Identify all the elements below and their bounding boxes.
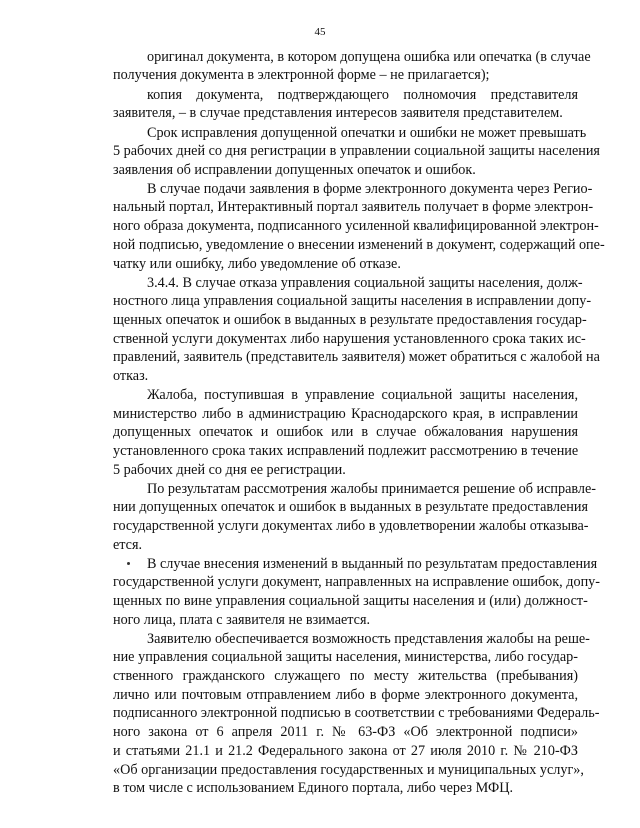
text-line: Заявителю обеспечивается возможность представления жалобы на реше-: [147, 631, 590, 647]
text-line: государственной услуги документ, направленных на исправление ошибок, допу-: [113, 574, 600, 590]
text-line: подписанного электронной подписью в соответствии с требованиями Федераль-: [113, 705, 600, 721]
text-line: допущенных опечаток и ошибок или в случае обжалования нарушения: [113, 424, 578, 440]
text-line: оригинал документа, в котором допущена ошибка или опечатка (в случае: [147, 49, 591, 65]
text-line: заявления об исправлении допущенных опечаток и ошибок.: [113, 162, 476, 178]
text-line: правлений, заявитель (представитель заявителя) может обратиться с жалобой на: [113, 349, 600, 365]
text-line: ется.: [113, 537, 143, 553]
text-line: Жалоба, поступившая в управление социальной защиты населения,: [147, 387, 578, 403]
text-line: Срок исправления допущенной опечатки и ошибки не может превышать: [147, 125, 587, 141]
text-line: получения документа в электронной форме – не прилагается);: [113, 67, 490, 83]
text-line: государственной услуги документах либо в удовлетворении жалобы отказыва-: [113, 518, 589, 534]
text-line: отказ.: [113, 368, 149, 384]
text-line: министерство либо в администрацию Краснодарского края, в исправлении: [113, 406, 578, 422]
text-line: ного закона от 6 апреля 2011 г. № 63-ФЗ «Об электронной подписи»: [113, 724, 578, 740]
page-number: 45: [314, 26, 326, 38]
text-line: ние управления социальной защиты населения, министерства, либо государ-: [113, 649, 578, 665]
text-line: ственного гражданского служащего по месту жительства (пребывания): [113, 668, 578, 684]
text-line: лично или почтовым отправлением либо в форме электронного документа,: [113, 687, 578, 703]
text-line: заявителя, – в случае представления интересов заявителя представителем.: [113, 105, 563, 121]
text-line: 5 рабочих дней со дня ее регистрации.: [113, 462, 346, 478]
text-line: В случае внесения изменений в выданный по результатам предоставления: [147, 556, 598, 572]
text-line: По результатам рассмотрения жалобы принимается решение об исправле-: [147, 481, 596, 497]
text-line: ного образа документа, подписанного усиленной квалифицированной электрон-: [113, 218, 599, 234]
text-line: щенных по вине управления социальной защиты населения и (или) должност-: [113, 593, 588, 609]
text-line: ной подписью, уведомление о внесении изменений в документ, содержащий опе-: [113, 237, 605, 253]
text-line: нии допущенных опечаток и ошибок в выданных в результате предоставления: [113, 499, 588, 515]
text-line: «Об организации предоставления государственных и муниципальных услуг»,: [113, 762, 584, 778]
text-line: нальный портал, Интерактивный портал заявитель получает в форме электрон-: [113, 199, 594, 215]
text-line: 5 рабочих дней со дня регистрации в управлении социальной защиты населения: [113, 143, 600, 159]
scan-speck: [127, 562, 130, 565]
text-line: чатку или ошибку, либо уведомление об отказе.: [113, 256, 401, 272]
text-line: установленного срока таких исправлений подлежит рассмотрению в течение: [113, 443, 579, 459]
text-line: в том числе с использованием Единого портала, либо через МФЦ.: [113, 780, 514, 796]
text-line: В случае подачи заявления в форме электронного документа через Регио-: [147, 181, 593, 197]
text-line: ного лица, плата с заявителя не взимается.: [113, 612, 371, 628]
text-line: 3.4.4. В случае отказа управления социальной защиты населения, долж-: [147, 275, 583, 291]
text-line: ностного лица управления социальной защиты населения в исправлении допу-: [113, 293, 592, 309]
text-line: копия документа, подтверждающего полномочия представителя: [147, 87, 578, 103]
text-line: щенных опечаток и ошибок в выданных в результате предоставления государ-: [113, 312, 587, 328]
text-line: и статьями 21.1 и 21.2 Федерального закона от 27 июля 2010 г. № 210-ФЗ: [113, 743, 578, 759]
text-line: ственной услуги документах либо нарушения установленного срока таких ис-: [113, 331, 586, 347]
